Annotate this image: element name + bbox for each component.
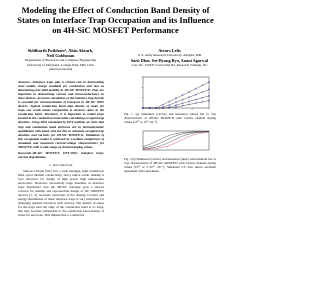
figure-1a-plot [134,75,212,113]
author-names-right: Aivars Lelis [158,48,181,53]
plot-frame [143,77,209,108]
affiliation-right-1: U.S. Army Research Laboratory, Adelphi, MD [137,53,202,58]
keywords-text: DFT-DOS; interface traps; current degradation; [18,150,104,159]
keywords-lead: Keywords-4H-SiC MOSFET; [18,150,60,155]
figure-1b [134,130,212,152]
figure-1b-caption: Fig. 1(b) Simulated (circles) and measured (lines) sub-threshold Ids vs Vgs characteristics of 4H-SiC MOSFETs with various channel doping values (10¹⁵ to 5×10¹⁷ cm⁻³). Simulated I-V data shows excellent agreement with experiment. [124,157,216,173]
figure-1b-plot [134,130,212,152]
section-heading-introduction: I. Introduction [49,162,73,167]
author-email: [email protected] [48,66,73,71]
abstract-lead: Abstract— [18,80,33,84]
authors-left [18,48,103,71]
plot-frame-b [143,131,209,150]
author-names-right-2: Sarit Dhar, Sei-Hyung Ryu, Anant Agarwal [130,58,209,64]
intro-paragraph: Silicon Carbide (SiC) has a wide bandgap, high breakdown field, good thermal conductivity, and a native oxide, making it very attractive for design of high power high temperature electronics. However, excessively large densities of interface traps distributed over the 4H-SiC bandgap pose a serious concern for reliable and reproducible design of SiC MOSFET devices [1, 2]. Accurate extraction of the density, location and energy-distribution of these interface traps is very important for designing optimal current in such devices. The density of states for the traps near the edge of the conduction band is so large, that they become comparable to the conduction band density of states for electrons. This implies that a conduction [18,168,104,218]
left-column [18,80,104,218]
figure-1a [134,75,212,113]
abstract-text: Interface traps play a crucial role in determining most mobile charge available for conduction and also in determining free field mobility in 4H-SiC MOSFETs. They are important in determining current and transconductance in these devices. Accurate calculation of the interface trap density is essential for characterization of transport in 4H-SiC MOS devices. Typical conduction band edge density of states for traps can result values comparable to electron states in the conduction band. Therefore, it is important to model traps located in the conduction band while calculating occupied trap densities. Using DOS calculated by DFT method, we show that trap and conduction band electrons are in thermodynamic equilibrium with band, and use this to calculate occupied trap densities and currents for 4H-SiC MOSFETs. Validation of this occupation model is achieved by excellent comparison of simulated and measured current-voltage characteristics for MOSFETs with a wide range of channel doping values. [18,80,104,149]
author-names-left: Siddharth Potbhare¹, Akin Akturk, [27,48,94,53]
author-names-left-2: Neil Goldsman [46,53,75,59]
keywords [18,151,104,159]
affiliation-left-2: University of Maryland, College Park, MD, USA [27,62,94,67]
paper-title: Modeling the Effect of Conduction Band Density of States on Interface Trap Occupation and its Influence on 4H-SiC MOSFET Performance [17,5,214,35]
authors-right [122,48,217,68]
affiliation-right-2: Cree Inc. 3206 E Cornwallis Rd, Research Triangle, NC [131,63,208,68]
abstract [18,80,104,149]
affiliation-left-1: Department of Electrical and Computer Engineering [24,58,97,63]
figure-1a-caption: Fig. 1. (a) Simulated (circles) and measured (lines) Ids vs Vgs characteristics of 4H-SiC MOSFETs with various channel doping values (10¹⁵ to 10¹⁷ cm⁻³). [124,112,216,124]
